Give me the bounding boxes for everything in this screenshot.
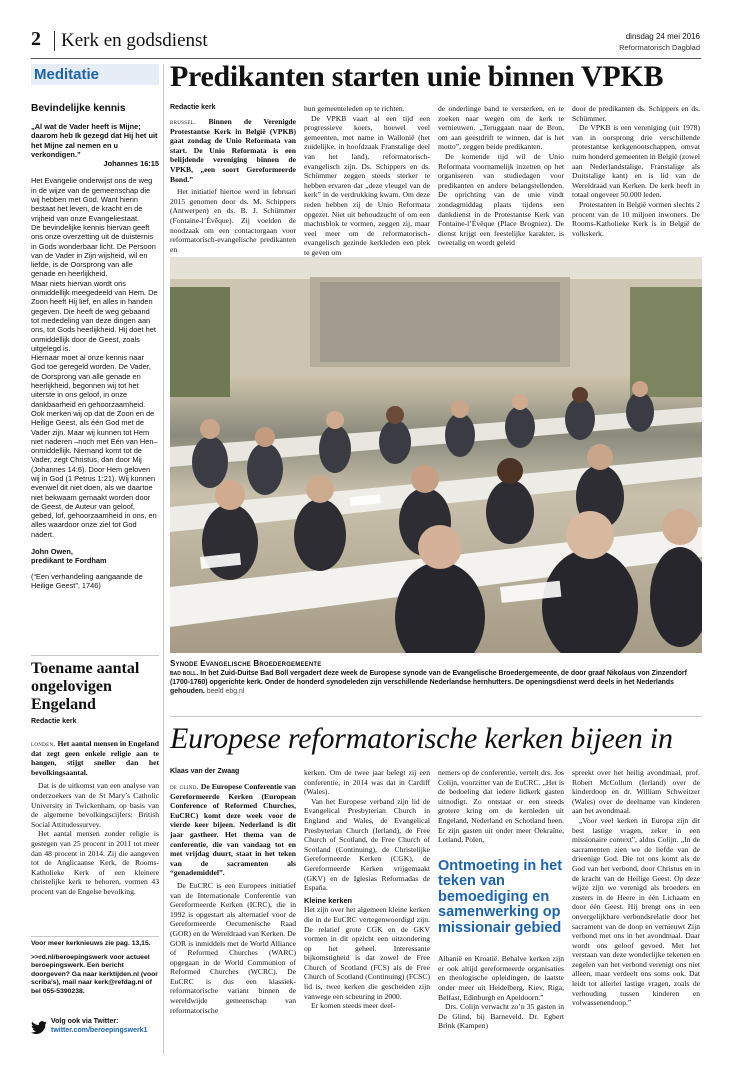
caption-rule bbox=[170, 716, 702, 717]
meditatie-title: Bevindelijke kennis bbox=[31, 103, 126, 114]
article3-c3-p3: Drs. Colijn verwacht zo’n 35 gasten in De Glind, bij Barneveld. Dr. Egbert Brink (Kampen) bbox=[438, 1002, 564, 1031]
article1-dateline: brussel. bbox=[170, 117, 197, 126]
meditatie-body bbox=[31, 122, 159, 590]
article3-c3-p2: Albanië en Kroatië. Behalve kerken zijn er ook altijd gereformeerde organisaties en theologische opleidingen, de laatste onder meer uit Heidelberg, Kiev, Riga, Belfast, Edinburgh en Apeldoorn.” bbox=[438, 954, 564, 1002]
article2-p2: Dat is de uitkomst van een analyse van onderzoekers van de St Mary’s Catholic University in Twickenham, op basis van de algemene bevolkingscijfers: British Social Attitudessurvey. bbox=[31, 781, 159, 829]
article3-pullquote: Ontmoeting in het teken van bemoediging en samenwerking op missionair gebied bbox=[438, 857, 563, 936]
article1-c3-p1: de onderlinge band te versterken, en te zoeken naar wegen om de kerk te vernieuwen. „Teruggaan naar de Bron, om aan geestdrift te winnen, dat is het motto”, zeggen beide predikanten. bbox=[438, 104, 564, 152]
article3-col2 bbox=[304, 768, 430, 1011]
header-rule bbox=[31, 58, 701, 59]
photo-caption-prefix: bad boll. bbox=[170, 670, 199, 677]
article3-c3-p1: nemers op de conferentie, vertelt drs. Jos Colijn, voorzitter van de EuCRC. „Het is de bedoeling dat iedere lidkerk gasten uitnodigt. Zo ontstaat er een steeds grotere kring om de kernleden uit Engeland, Nederland en Schotland heen. Er zijn gasten uit onder meer Oekraïne, Letland, Polen, bbox=[438, 768, 564, 845]
article3-col3 bbox=[438, 768, 564, 1031]
header-date: dinsdag 24 mei 2016 bbox=[625, 32, 700, 41]
meditatie-quote-ref: Johannes 16:15 bbox=[103, 159, 159, 169]
meditatie-p4: Hiernaar moet al onze kennis naar God toe geregeld worden. De Vader, de Oorsprong van alle genade en heerlijkheid, begonnen wij tot het uiterste in ons geloof, in onze dankbaarheid en gehoorzaamheid. Ook merken wij op dat de Zoon en de Heilige Geest, als één God met de Vader zijn. Maar wij kunnen tot Hem niet naderen –noch met Eén van Hen– onmiddellijk. Niemand komt tot de Vader, zegt Christus, dan door Mij (Johannes 14:6). Door Hem geloven wij in God (1 Petrus 1:21). Wij kunnen evenwel dit niet doen, als we daartoe niet bekwaam gemaakt worden door de Geest, de Auteur van geloof, gebed, lof, gehoorzaamheid in ons, en alles waardoor onze ziel tot God nadert. bbox=[31, 353, 158, 539]
twitter-label: Volg ook via Twitter: bbox=[51, 1018, 119, 1025]
page-number: 2 bbox=[31, 28, 41, 50]
article3-c4-p2: „Voor veel kerken in Europa zijn dit best lastige vragen, zeker in een missionaire context”, aldus Colijn. „In de sacramenten zien we de liefde van de drieenige God. Die tot ons komt als de God van het verbond, door Christus en in de kracht van de Heilige Geest. Op deze wijze zijn we verenigd als broeders en zusters in de Heere in één Lichaam en door één Geest. Hij brengt ons in een onvergelijkbare verbondsrelatie door het sacrament van de doop en vernieuwt Zijn verbond met ons in het avondmaal. Daar wordt ons geloof gevoed. Met het verstaan van deze wonderlijke tekenen en zegelen van het verbond verenigt ons niet alleen, maar verdeelt ons soms ook. Dat leidt tot allerlei lastige vragen, zoals de verhouding tussen kinderen en volwassenendoop.” bbox=[572, 815, 700, 1008]
article3-c2-p2: Van het Europese verband zijn lid de Evangelical Presbyterian Church in England and Wales, de Evangelical Presbyterian Church (Ierland), de Free Church of Scotland, de Free Church of Scotland (Continuing), de Christelijke Gereformeerde Kerken (CGK), de Gereformeerde Kerken vrijgemaakt (GKV) en de Iglesias Reformadas de España. bbox=[304, 796, 430, 893]
section-title: Kerk en godsdienst bbox=[61, 30, 208, 51]
synod-photo-illustration bbox=[170, 257, 702, 653]
footer-box bbox=[31, 940, 159, 997]
article1-col2 bbox=[304, 104, 430, 258]
photo-caption bbox=[170, 670, 702, 696]
meditatie-source: (“Een verhandeling aangaande de Heilige Geest”, 1746) bbox=[31, 571, 143, 590]
meditatie-quote: „Al wat de Vader heeft is Mijne; daarom heb Ik gezegd dat Hij het uit het Mijne zal nemen en u verkondigen.” bbox=[31, 122, 158, 159]
article3-byline: Klaas van der Zwaag bbox=[170, 768, 240, 775]
article2-byline: Redactie kerk bbox=[31, 718, 77, 725]
article1-c4-p2: De VPKB is een vereniging (uit 1978) van in oorsprong drie verschillende protestantse kerkgenootschappen, omvat ruim honderd gemeenten in België (zowel aan Nederlandstalige, Franstalige als Duitstalige kant) en is lid van de Wereldraad van Kerken. De kerk heeft in totaal ongeveer 50.000 leden. bbox=[572, 123, 700, 200]
article3-c2-subhead: Kleine kerken bbox=[304, 895, 353, 905]
article1-c2-p2: De VPKB vaart al een tijd een progressieve koers, hoewel veel gemeenten, met name in Wallonië (het zuidelijke, in hoofdzaak Franstalige deel van het land), reformatorisch-evangelisch zijn. Ds. Schippers en ds. Schümmer zeggen steeds sterker te hebben ervaren dat „deze vleugel van de kerk” in de verdrukking kwam. Om deze reden hebben zij de Unio Reformata opgezet. Niet uit behoudzucht of om een machtsblok te vormen, zeggen zij, maar veel meer om de reformatorisch-evangelisch gezinde kerkleden een plek te geven om bbox=[304, 113, 430, 257]
article3-c4-p1: spreekt over het heilig avondmaal, prof. Robert McCollum (Ierland) over de kinderdoop en dr. William Schweitzer (Wales) over de deelname van kinderen aan het avondmaal. bbox=[572, 768, 700, 816]
twitter-link[interactable]: twitter.com/beroepingswerk1 bbox=[51, 1027, 148, 1034]
meditatie-p2: De bevindelijke kennis hiervan geeft ons onze overzetting uit de duisternis in Gods wonderbaar licht. De Persoon van de Vader in Zijn wijsheid, wil en liefde, is de Oorsprong van alle genade en heerlijkheid. bbox=[31, 222, 156, 279]
article3-lead: De Europese Conferentie van Gereformeerde Kerken (European Conference of Reformed Churches, EuCRC) komt deze week voor de vierde keer bijeen. Nederland is dit jaar gastheer. Het thema van de conferentie, die van vandaag tot en met vrijdag duurt, staat in het teken van de sacramenten als “genademiddel”. bbox=[170, 782, 296, 878]
article3-headline: Europese reformatorische kerken bijeen in bbox=[170, 722, 673, 755]
article1-col4 bbox=[572, 104, 700, 238]
article3-dateline: de glind. bbox=[170, 782, 199, 791]
meditatie-author-sub: predikant te Fordham bbox=[31, 556, 107, 566]
article1-lead: Binnen de Verenigde Protestantse Kerk in België (VPKB) gaat zondag de Unio Reformata van start. De Unio Reformata is een belijdende vereniging binnen de VPKB, „een soort Gereformeerde Bond.” bbox=[170, 117, 296, 184]
article3-col4 bbox=[572, 768, 700, 1008]
photo-caption-title: Synode Evangelische Broedergemeente bbox=[170, 659, 322, 668]
article2-dateline: londen. bbox=[31, 739, 56, 748]
synod-photo bbox=[170, 257, 702, 653]
article1-c1-p2: Het initiatief hiertoe werd in februari 2015 genomen door ds. M. Schippers (Antwerpen) en ds. B. J. Schümmer (Fontaine-l’Évêque). Zij voelden de noodzaak om een contactorgaan voor reformatorisch-evangelische predikanten en bbox=[170, 187, 296, 254]
article1-c3-p2: De komende tijd wil de Unio Reformata voornamelijk inzetten op het organiseren van studiedagen voor predikanten en andere belangstellenden. De oprichting van de unie vindt zondagmiddag plaats tijdens een dankdienst in de Protestantse Kerk van Fontaine-l’Évêque (Place Brogniez). De dienst krijgt een feestelijke karakter, is tweetalig en wordt geleid bbox=[438, 151, 564, 248]
article3-col1 bbox=[170, 782, 296, 1015]
twitter-icon bbox=[31, 1020, 47, 1034]
header-divider bbox=[54, 31, 55, 51]
column-rule bbox=[163, 64, 164, 1054]
meditatie-p3: Maar niets hiervan wordt ons onmiddellijk meegedeeld van Hem. De Zoon heeft Hij lief, en alles in handen gegeven. Die heeft de weg gebaand tot mededeling van deze dingen aan ons, tot Gods heerlijkheid. Hij doet het onmiddellijk door de Geest, zoals uitgelegd is. bbox=[31, 278, 158, 353]
footer-more: Voor meer kerknieuws zie pag. 13,15. bbox=[31, 940, 151, 947]
article2-body bbox=[31, 739, 159, 897]
article2-lead: Het aantal mensen in Engeland dat zegt geen enkele religie aan te hangen, stijgt sneller dan het bevolkingsaantal. bbox=[31, 739, 159, 777]
article1-col3 bbox=[438, 104, 564, 248]
photo-credit: beeld ebg.nl bbox=[206, 687, 245, 695]
article3-c1-p2: De EuCRC is een Europees initiatief van de Internationale Conferentie van Gereformeerde Kerken (ICRC), die in 1992 is opgestart als alternatief voor de Gereformeerde Oecumenische Raad (GOR) en de Wereldraad van Kerken. De GOR is inmiddels met de World Alliance of Reformed Churches (WARC) opgegaan in de World Communion of Reformed Churches (WCRC). De EuCRC is dus een klassiek-reformatorische variant binnen de wereldwijde gemeenschap van reformatorische bbox=[170, 880, 296, 1015]
article2-top-rule bbox=[31, 655, 159, 656]
article3-c2-p3: Het zijn over het algemeen kleine kerken die in de EuCRC vertegenwoordigd zijn. De relatief grote CGK en de GKV vormen in dit opzicht een uitzondering op het geheel. Interessante bijkomstigheid is dat zowel de Free Church of Scotland (FCS) als de Free Church of Scotland (Continuing) (FCSC) lid is, twee kerken die gescheiden zijn vanwege een scheuring in 2000. bbox=[304, 905, 430, 1001]
article1-headline: Predikanten starten unie binnen VPKB bbox=[170, 60, 664, 93]
article1-c4-p3: Protestanten in België vormen slechts 2 procent van de 10 miljoen inwoners. De Rooms-Katholieke Kerk is in België de volkskerk. bbox=[572, 199, 700, 238]
article1-byline: Redactie kerk bbox=[170, 104, 216, 111]
photo-caption-text: In het Zuid-Duitse Bad Boll vergadert deze week de Europese synode van de Evangelische Broedergemeente, de door graaf Nikolaus von Zinzendorf (1700-1760) opgerichte kerk. Onder de honderd synodeleden zijn verschillende Nederlandse hernhutters. De openingsdienst werd deels in het Nederlands gehouden. bbox=[170, 670, 687, 695]
article2-p3: Het aantal mensen zonder religie is gestegen van 25 procent in 2011 tot meer dan 48 procent in 2014. Zij die aangeven tot de Anglicaanse Kerk, de Rooms-Katholieke Kerk of een kleinere christelijke kerk te behoren, vormen 43 procent van de Engelse bevolking. bbox=[31, 829, 159, 896]
meditatie-author: John Owen, bbox=[31, 547, 73, 557]
footer-contact: >>rd.nl/beroepingswerk voor actueel beroepingswerk. Een bericht doorgeven? Ga naar kerktijden.nl (voor scriba’s), mail naar kerk@refdag.nl of bel 055-5390238. bbox=[31, 953, 158, 995]
meditatie-p1: Het Evangelie onderwijst ons de weg in de wijze van de gemeenschap die wij hebben met God. Want hierin bestaat het leven, de kracht en de vrijheid van onze Evangeliestaat. bbox=[31, 176, 153, 223]
article3-c2-p1: kerken. Om de twee jaar belegt zij een conferentie, in 2014 was dat in Cardiff (Wales). bbox=[304, 768, 430, 797]
article2-headline: Toename aantal ongelovigen Engeland bbox=[31, 660, 140, 713]
meditatie-label: Meditatie bbox=[34, 66, 100, 83]
article1-c4-p1: door de predikanten ds. Schippers en ds. Schümmer. bbox=[572, 104, 700, 123]
article1-c2-p1: hun gemeenteleden op te richten. bbox=[304, 104, 405, 113]
footer-box-rule bbox=[31, 936, 159, 937]
header-paper: Reformatorisch Dagblad bbox=[619, 43, 700, 52]
article3-c2-p4: Er komen steeds meer deel- bbox=[311, 1001, 396, 1011]
article1-col1 bbox=[170, 117, 296, 254]
